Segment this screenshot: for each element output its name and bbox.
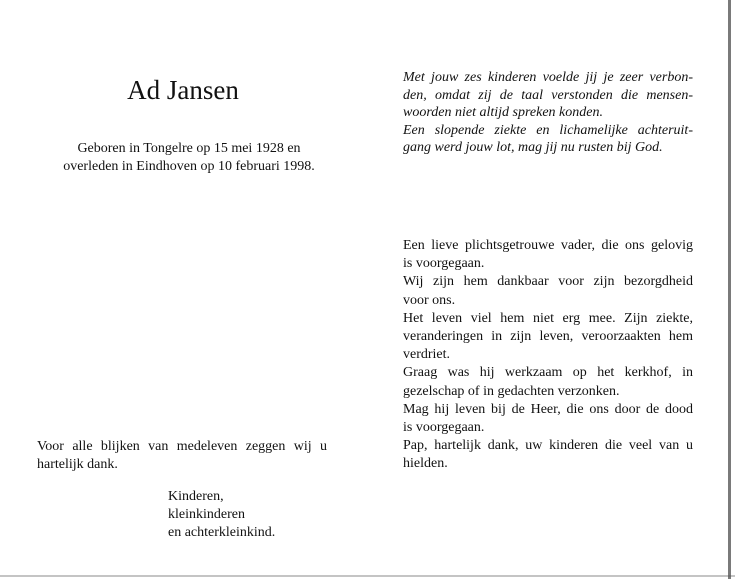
- birth-line: Geboren in Tongelre op 15 mei 1928 en: [77, 141, 301, 156]
- tribute-line: Wij zijn hem dankbaar voor zijn bezorgdheid: [403, 274, 693, 290]
- card-edge-bottom: [0, 575, 735, 577]
- tribute-line: is voorgegaan.: [403, 256, 485, 272]
- signoff-line: en achterkleinkind.: [168, 525, 276, 540]
- tribute-text: [403, 237, 693, 437]
- tribute-line: Het leven viel hem niet erg mee. Zijn ziekte,: [403, 310, 693, 326]
- thanks-line: hartelijk dank.: [37, 457, 118, 472]
- tribute-line: Graag was hij werkzaam op het kerkhof, in: [403, 365, 693, 381]
- card-edge-right: [728, 0, 731, 579]
- death-line: overleden in Eindhoven op 10 februari 1998.: [63, 159, 315, 174]
- signoff-line: Kinderen,: [168, 489, 224, 504]
- tribute-line: verdriet.: [403, 347, 451, 363]
- thanks-line: Voor alle blijken van medeleven zeggen wij u: [37, 439, 327, 454]
- memorial-poem: [403, 69, 693, 157]
- birth-death-text: [44, 140, 334, 176]
- tribute-line: gezelschap of in gedachten verzonken.: [403, 383, 620, 399]
- poem-line: Met jouw zes kinderen voelde jij je zeer verbon-: [403, 70, 693, 85]
- poem-line: gang werd jouw lot, mag jij nu rusten bij God.: [403, 140, 663, 155]
- closing-line: hielden.: [403, 456, 448, 471]
- tribute-line: veranderingen in zijn leven, veroorzaakten hem: [403, 329, 693, 345]
- closing-line: Pap, hartelijk dank, uw kinderen die veel van u: [403, 438, 693, 453]
- deceased-name: Ad Jansen: [127, 75, 239, 105]
- tribute-line: Mag hij leven bij de Heer, die ons door de dood: [403, 401, 693, 417]
- poem-line: woorden niet altijd spreken konden.: [403, 105, 603, 120]
- poem-line: den, omdat zij de taal verstonden die mensen-: [403, 87, 693, 103]
- tribute-line: Een lieve plichtsgetrouwe vader, die ons gelovig: [403, 238, 693, 253]
- signoff-line: kleinkinderen: [168, 507, 245, 522]
- tribute-line: voor ons.: [403, 292, 456, 308]
- closing-text: [403, 437, 693, 473]
- thanks-text: [37, 438, 327, 474]
- poem-line: Een slopende ziekte en lichamelijke achteruit-: [403, 122, 693, 138]
- tribute-line: is voorgegaan.: [403, 420, 485, 436]
- family-signoff: [168, 488, 338, 542]
